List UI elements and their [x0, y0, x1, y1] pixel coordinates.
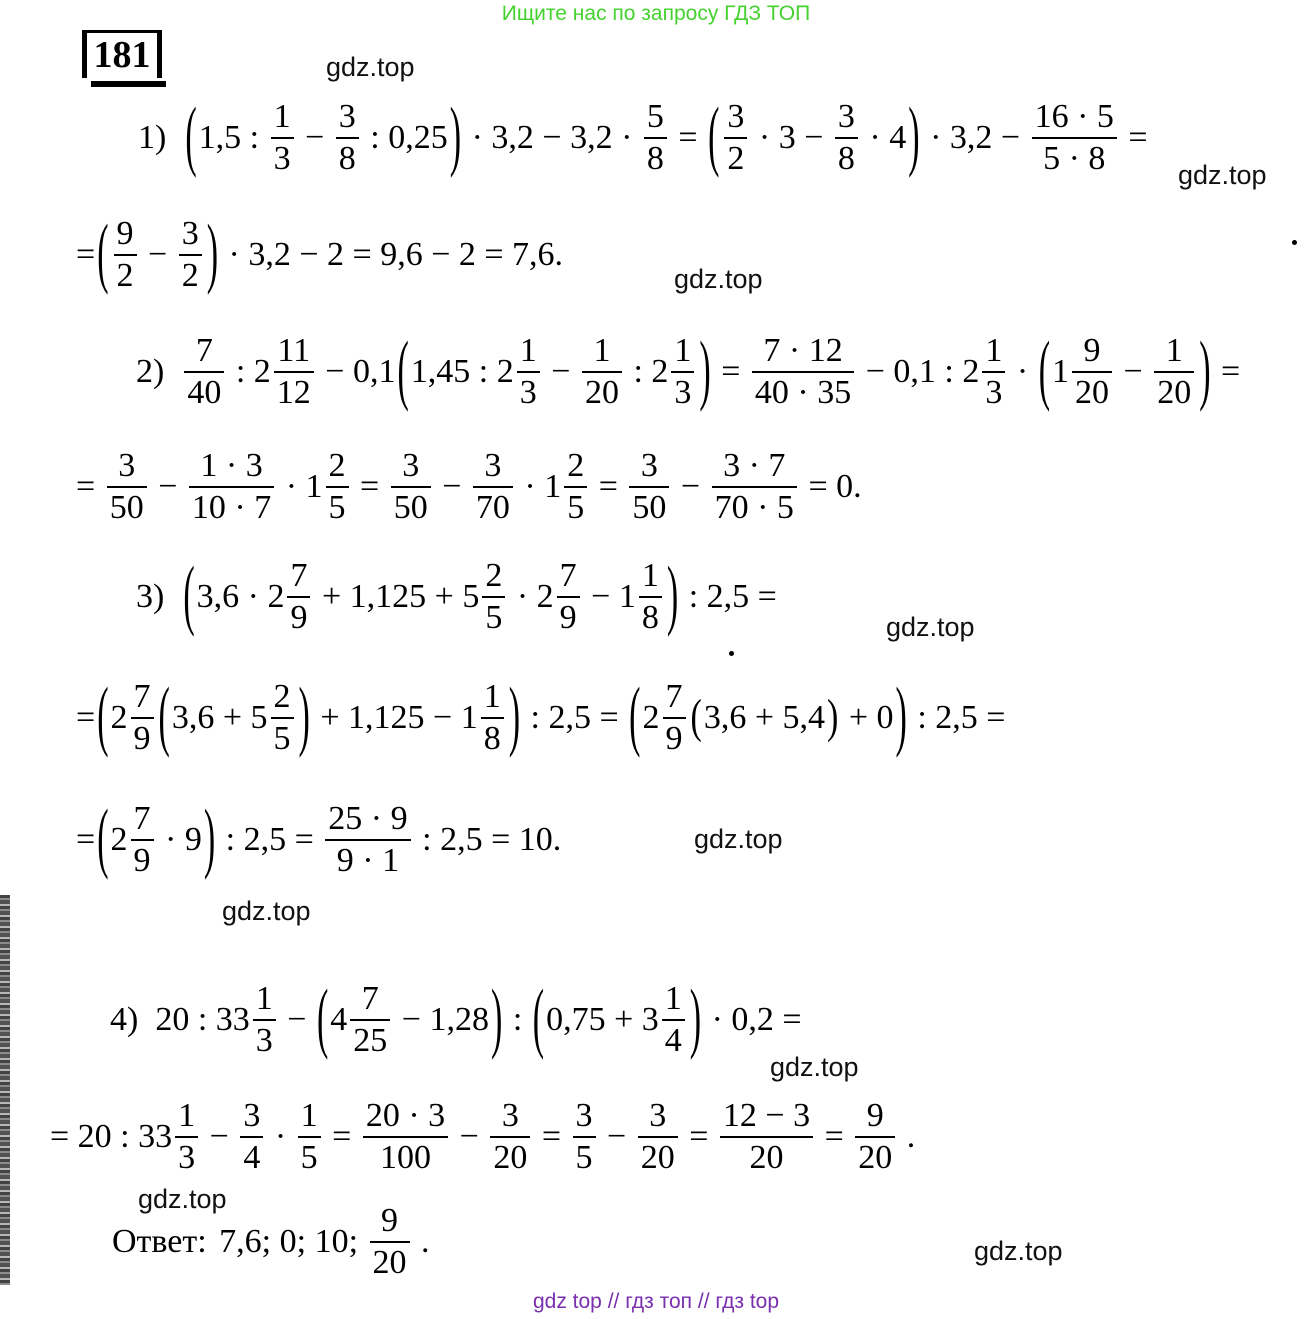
expression-text: 1,5 :	[198, 119, 268, 156]
fraction	[855, 1099, 895, 1175]
denominator: 5	[485, 599, 503, 636]
fraction	[573, 1099, 596, 1175]
open-paren: (	[532, 976, 545, 1062]
close-paren: )	[689, 976, 702, 1062]
numerator: 7	[290, 557, 308, 594]
numerator: 3	[501, 1097, 519, 1134]
expression-text: − 1,28	[393, 1001, 489, 1038]
watermark: gdz.top	[886, 612, 975, 642]
close-paren: )	[203, 796, 216, 882]
expression-text: · 2	[508, 578, 554, 615]
open-paren: (	[690, 691, 702, 744]
fraction	[326, 449, 349, 525]
expression-text: 2)	[136, 353, 182, 390]
denominator: 70	[475, 489, 510, 526]
expression-text: 4	[330, 1001, 348, 1038]
denominator: 40	[187, 374, 222, 411]
expression-text: : 2,5 =	[680, 578, 777, 615]
fraction	[582, 334, 622, 410]
watermark: gdz.top	[1178, 160, 1267, 190]
expression-text: −	[542, 353, 579, 390]
fraction	[720, 1099, 813, 1175]
close-paren: )	[895, 674, 907, 760]
denominator: 50	[393, 489, 428, 526]
watermark: gdz.top	[974, 1236, 1063, 1266]
solution-line	[76, 674, 1006, 760]
watermark: gdz.top	[326, 52, 415, 82]
fraction	[325, 802, 410, 878]
scan-dot	[1292, 240, 1297, 245]
denominator: 5	[300, 1139, 318, 1176]
denominator: 3	[519, 374, 537, 411]
numerator: 7	[361, 980, 379, 1017]
fraction	[298, 1099, 321, 1175]
numerator: 1	[273, 98, 291, 135]
fraction	[184, 334, 224, 410]
expression-text: 1	[1052, 353, 1070, 390]
open-paren: (	[97, 674, 109, 760]
fraction	[644, 100, 667, 176]
expression-text: : 2,5 = 10.	[413, 821, 562, 858]
watermark: gdz.top	[694, 824, 783, 854]
numerator: 25 · 9	[328, 800, 408, 837]
footer-links[interactable]: gdz top // гдз топ // гдз top	[532, 1290, 780, 1313]
fraction	[481, 680, 504, 756]
expression-text: 2	[110, 699, 128, 736]
expression-text: =	[816, 1118, 853, 1155]
denominator: 2	[181, 257, 199, 294]
expression-text: −	[139, 236, 176, 273]
denominator: 12	[276, 374, 311, 411]
numerator: 3	[640, 447, 658, 484]
solution-line	[138, 94, 1148, 180]
expression-text: 3,6 + 5,4	[703, 699, 826, 736]
expression-text: −	[296, 119, 333, 156]
expression-text: ·	[1008, 353, 1037, 390]
close-paren: )	[908, 94, 920, 180]
denominator: 20	[640, 1139, 675, 1176]
solution-line	[136, 328, 1241, 414]
numerator: 7	[133, 800, 151, 837]
denominator: 2	[727, 140, 745, 177]
denominator: 5	[273, 720, 291, 757]
expression-text: =	[76, 468, 104, 505]
expression-text: · 1	[515, 468, 562, 505]
denominator: 20	[493, 1139, 528, 1176]
numerator: 1	[674, 332, 692, 369]
expression-text: =	[76, 236, 96, 273]
fraction	[835, 100, 858, 176]
expression-text: =	[1212, 353, 1241, 390]
expression-text: 0,75 + 3	[546, 1001, 659, 1038]
numerator: 7	[133, 678, 151, 715]
solution-line	[136, 553, 777, 639]
expression-text: : 2,5 =	[522, 699, 628, 736]
problem-number: 181	[82, 30, 162, 78]
watermark: gdz.top	[770, 1052, 859, 1082]
expression-text: − 1	[582, 578, 636, 615]
denominator: 50	[109, 489, 144, 526]
answer-line	[112, 1204, 430, 1280]
denominator: 20	[372, 1244, 407, 1281]
denominator: 3	[985, 374, 1003, 411]
expression-text: −	[433, 468, 470, 505]
numerator: 20 · 3	[365, 1097, 446, 1134]
fraction	[752, 334, 854, 410]
expression-text: + 1,125 + 5	[313, 578, 480, 615]
solution-line	[110, 976, 802, 1062]
open-paren: (	[97, 211, 109, 297]
fraction	[175, 1099, 198, 1175]
denominator: 9 · 1	[336, 842, 400, 879]
watermark: gdz.top	[138, 1184, 227, 1214]
denominator: 5 · 8	[1043, 140, 1106, 177]
expression-text: −	[149, 468, 186, 505]
fraction	[107, 449, 147, 525]
expression-text: =	[1119, 119, 1148, 156]
fraction	[557, 559, 580, 635]
expression-text: · 4	[860, 119, 907, 156]
numerator: 1	[519, 332, 537, 369]
expression-text: −	[278, 1001, 315, 1038]
expression-text: · 9	[156, 821, 202, 858]
denominator: 2	[116, 257, 134, 294]
fraction	[639, 559, 662, 635]
fraction	[629, 449, 669, 525]
denominator: 5	[328, 489, 346, 526]
numerator: 7	[665, 678, 683, 715]
expression-text: =	[590, 468, 627, 505]
numerator: 2	[485, 557, 503, 594]
close-paren: )	[490, 976, 503, 1062]
denominator: 9	[133, 842, 151, 879]
expression-text: =	[351, 468, 388, 505]
close-paren: )	[699, 328, 711, 414]
expression-text: =	[76, 699, 96, 736]
open-paren: (	[158, 674, 170, 760]
fraction	[1154, 334, 1194, 410]
expression-text: :	[504, 1001, 531, 1038]
denominator: 10 · 7	[191, 489, 272, 526]
expression-text: = 0.	[799, 468, 862, 505]
answer-values	[211, 1204, 430, 1280]
fraction	[982, 334, 1005, 410]
denominator: 3	[178, 1139, 196, 1176]
close-paren: )	[827, 691, 839, 744]
numerator: 1	[664, 980, 682, 1017]
close-paren: )	[666, 553, 679, 639]
denominator: 25	[353, 1022, 388, 1059]
denominator: 40 · 35	[754, 374, 852, 411]
close-paren: )	[298, 674, 310, 760]
expression-text: 3,6 · 2	[196, 578, 285, 615]
open-paren: (	[185, 94, 197, 180]
numerator: 1	[593, 332, 611, 369]
scan-dot	[729, 651, 734, 656]
numerator: 9	[1083, 332, 1101, 369]
numerator: 1	[255, 980, 273, 1017]
fraction	[131, 680, 154, 756]
numerator: 2	[567, 447, 585, 484]
denominator: 8	[483, 720, 501, 757]
expression-text: − 0,1 : 2	[857, 353, 980, 390]
expression-text: .	[412, 1223, 430, 1260]
fraction	[663, 680, 686, 756]
expression-text: 3,6 + 5	[171, 699, 268, 736]
denominator: 20	[1157, 374, 1192, 411]
fraction	[662, 982, 685, 1058]
fraction	[638, 1099, 678, 1175]
denominator: 3	[674, 374, 692, 411]
denominator: 20	[749, 1139, 784, 1176]
fraction	[473, 449, 513, 525]
numerator: 9	[866, 1097, 884, 1134]
denominator: 4	[243, 1139, 261, 1176]
denominator: 50	[632, 489, 667, 526]
numerator: 7	[559, 557, 577, 594]
fraction	[271, 100, 294, 176]
solution-line	[76, 796, 562, 882]
fraction	[391, 449, 431, 525]
expression-text: · 3 −	[750, 119, 832, 156]
denominator: 4	[664, 1022, 682, 1059]
numerator: 3	[118, 447, 136, 484]
expression-text: − 0,1	[316, 353, 396, 390]
denominator: 8	[837, 140, 855, 177]
fraction	[1032, 100, 1117, 176]
fraction	[517, 334, 540, 410]
expression-text: · 3,2 − 3,2 ·	[463, 119, 641, 156]
numerator: 1	[178, 1097, 196, 1134]
fraction	[189, 449, 274, 525]
expression-text: 1)	[138, 119, 184, 156]
denominator: 20	[1075, 374, 1110, 411]
numerator: 3	[837, 98, 855, 135]
watermark: gdz.top	[222, 896, 311, 926]
denominator: 8	[338, 140, 356, 177]
expression-text: = 20 : 33	[50, 1118, 173, 1155]
expression-text: 7,6; 0; 10;	[210, 1223, 367, 1260]
numerator: 12 − 3	[722, 1097, 811, 1134]
denominator: 8	[646, 140, 664, 177]
expression-text: =	[669, 119, 707, 156]
denominator: 9	[665, 720, 683, 757]
scan-edge-artifact	[0, 895, 10, 1285]
numerator: 2	[328, 447, 346, 484]
numerator: 3	[243, 1097, 261, 1134]
denominator: 100	[379, 1139, 431, 1176]
denominator: 9	[559, 599, 577, 636]
open-paren: (	[629, 674, 641, 760]
fraction	[1072, 334, 1112, 410]
fraction	[724, 100, 747, 176]
numerator: 1	[483, 678, 501, 715]
open-paren: (	[97, 796, 109, 882]
solution-line	[76, 449, 862, 525]
fraction	[114, 217, 137, 293]
fraction	[712, 449, 797, 525]
watermark: gdz.top	[674, 264, 763, 294]
fraction	[490, 1099, 530, 1175]
open-paren: (	[397, 328, 409, 414]
expression-text: −	[1115, 353, 1152, 390]
fraction	[253, 982, 276, 1058]
fraction	[271, 680, 294, 756]
fraction	[370, 1204, 410, 1280]
denominator: 9	[133, 720, 151, 757]
expression-text: : 0,25	[361, 119, 448, 156]
expression-text: 1,45 : 2	[410, 353, 514, 390]
expression-text: =	[76, 821, 96, 858]
expression-text: ·	[266, 1118, 295, 1155]
fraction	[350, 982, 390, 1058]
denominator: 9	[290, 599, 308, 636]
numerator: 3	[727, 98, 745, 135]
numerator: 1	[1165, 332, 1183, 369]
expression-text: =	[323, 1118, 360, 1155]
header-search-hint[interactable]: Ищите нас по запросу ГДЗ ТОП	[501, 2, 811, 25]
open-paren: (	[708, 94, 720, 180]
numerator: 3	[575, 1097, 593, 1134]
close-paren: )	[449, 94, 462, 180]
expression-text: .	[898, 1118, 916, 1155]
fraction	[336, 100, 359, 176]
expression-text: 4) 20 : 33	[110, 1001, 250, 1038]
expression-text: : 2,5 =	[908, 699, 1006, 736]
expression-text: −	[201, 1118, 238, 1155]
close-paren: )	[1199, 328, 1211, 414]
expression-text: · 0,2 =	[703, 1001, 802, 1038]
numerator: 3	[649, 1097, 667, 1134]
close-paren: )	[508, 674, 521, 760]
numerator: 9	[381, 1202, 399, 1239]
expression-text: 3)	[136, 578, 182, 615]
expression-text: =	[533, 1118, 570, 1155]
fraction	[287, 559, 310, 635]
expression-text: −	[451, 1118, 488, 1155]
expression-text: · 3,2 −	[921, 119, 1029, 156]
numerator: 16 · 5	[1034, 98, 1114, 135]
expression-text: · 1	[277, 468, 323, 505]
denominator: 3	[273, 140, 291, 177]
numerator: 1	[985, 332, 1003, 369]
expression-text: 2	[642, 699, 660, 736]
expression-text: −	[598, 1118, 635, 1155]
close-paren: )	[206, 211, 219, 297]
fraction	[131, 802, 154, 878]
denominator: 3	[255, 1022, 273, 1059]
denominator: 70 · 5	[714, 489, 794, 526]
answer-label: Ответ:	[112, 1223, 207, 1260]
fraction	[564, 449, 587, 525]
numerator: 3	[402, 447, 420, 484]
denominator: 8	[641, 599, 659, 636]
solution-line	[50, 1099, 915, 1175]
numerator: 11	[277, 332, 311, 369]
expression-text: + 1,125 − 1	[311, 699, 478, 736]
fraction	[240, 1099, 263, 1175]
fraction	[179, 217, 202, 293]
numerator: 1 · 3	[200, 447, 263, 484]
numerator: 1	[300, 1097, 318, 1134]
open-paren: (	[1038, 328, 1051, 414]
expression-text: + 0	[840, 699, 894, 736]
fraction	[482, 559, 505, 635]
fraction	[363, 1099, 448, 1175]
open-paren: (	[183, 553, 195, 639]
numerator: 2	[273, 678, 291, 715]
fraction	[671, 334, 694, 410]
denominator: 5	[567, 489, 585, 526]
denominator: 5	[575, 1139, 593, 1176]
denominator: 20	[858, 1139, 893, 1176]
expression-text: · 3,2 − 2 = 9,6 − 2 = 7,6.	[220, 236, 564, 273]
numerator: 3 · 7	[723, 447, 786, 484]
expression-text: −	[672, 468, 709, 505]
solution-line	[76, 211, 564, 297]
numerator: 3	[338, 98, 356, 135]
expression-text: : 2	[624, 353, 669, 390]
expression-text: : 2,5 =	[217, 821, 323, 858]
expression-text: 2	[110, 821, 128, 858]
numerator: 3	[484, 447, 502, 484]
denominator: 20	[584, 374, 619, 411]
expression-text: =	[712, 353, 749, 390]
numerator: 5	[646, 98, 664, 135]
fraction	[274, 334, 314, 410]
expression-text: : 2	[227, 353, 271, 390]
numerator: 7 · 12	[763, 332, 843, 369]
expression-text: =	[680, 1118, 717, 1155]
numerator: 1	[641, 557, 659, 594]
numerator: 7	[195, 332, 213, 369]
numerator: 3	[181, 215, 199, 252]
open-paren: (	[316, 976, 329, 1062]
numerator: 9	[116, 215, 134, 252]
